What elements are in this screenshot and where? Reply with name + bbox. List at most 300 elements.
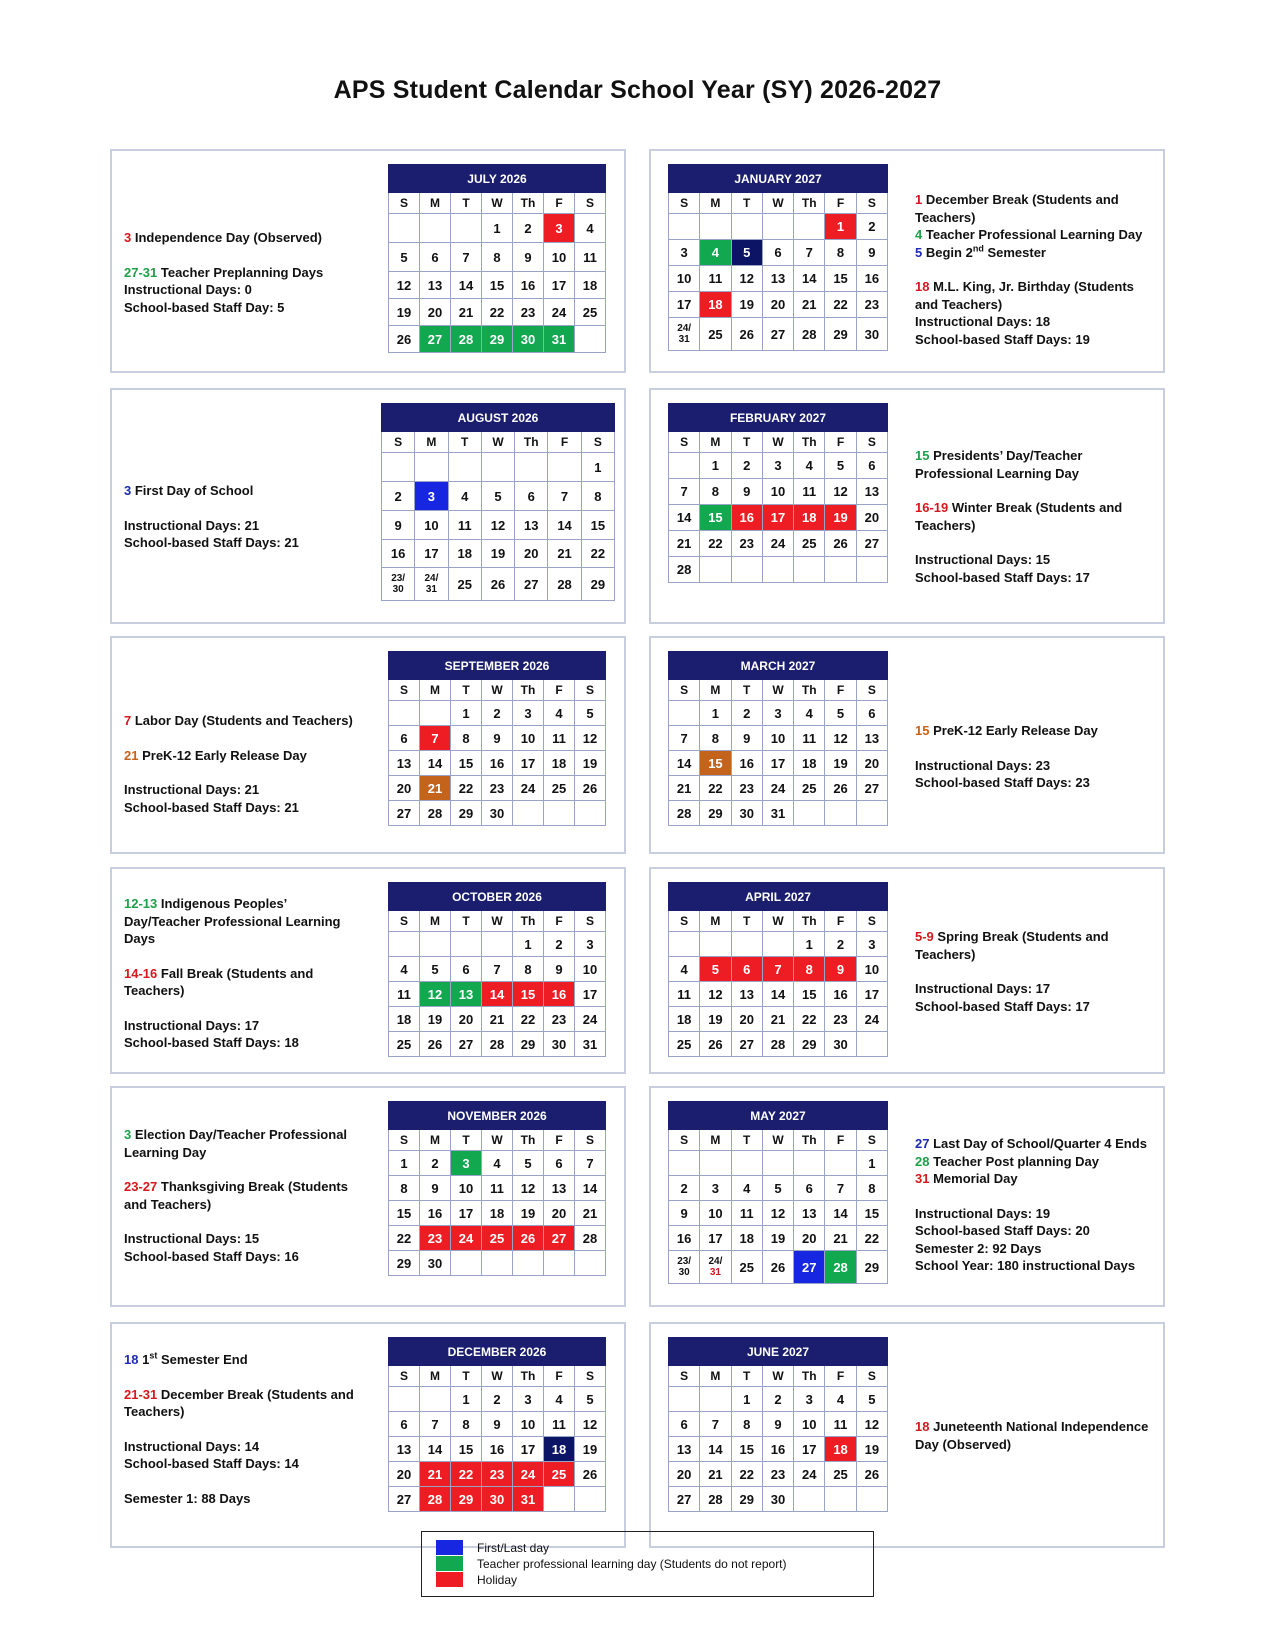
- empty-day-cell: [415, 453, 448, 482]
- weekday-label: T: [731, 193, 762, 214]
- day-cell: 27: [420, 326, 451, 353]
- note-line: [915, 331, 1151, 349]
- day-cell: 2: [544, 932, 575, 957]
- month-notes: [124, 895, 354, 1052]
- note-text: School-based Staff Days: 23: [915, 775, 1090, 790]
- day-cell: 31: [544, 326, 575, 353]
- day-cell: 1: [581, 453, 614, 482]
- note-line: [915, 980, 1151, 998]
- day-cell: 19: [731, 292, 762, 318]
- day-cell: 9: [762, 1412, 793, 1437]
- day-cell: 25: [794, 776, 825, 801]
- day-cell: 28: [548, 568, 581, 601]
- day-cell: 21: [669, 531, 700, 557]
- day-cell: 31: [762, 801, 793, 826]
- weekday-label: T: [451, 1130, 482, 1151]
- day-cell: 14: [794, 266, 825, 292]
- weekday-label: M: [700, 1366, 731, 1387]
- day-cell: 24: [575, 1007, 606, 1032]
- note-line: [915, 928, 1151, 963]
- day-cell: 16: [482, 1437, 513, 1462]
- empty-day-cell: [825, 1151, 856, 1176]
- month-panel-jun: [649, 1322, 1165, 1548]
- day-cell: 8: [451, 726, 482, 751]
- day-cell: 9: [856, 240, 887, 266]
- note-text: Semester End: [157, 1352, 248, 1367]
- day-cell: 14: [669, 751, 700, 776]
- weekday-label: S: [856, 911, 887, 932]
- note-date: 16-19: [915, 500, 949, 515]
- day-cell: 5: [513, 1151, 544, 1176]
- day-cell: 19: [575, 751, 606, 776]
- day-cell: 15: [700, 751, 731, 776]
- weekday-label: M: [420, 680, 451, 701]
- month-calendar: [388, 1101, 606, 1276]
- month-panel-oct: [110, 867, 626, 1074]
- note-date: 27: [915, 1136, 930, 1151]
- weekday-label: S: [575, 911, 606, 932]
- day-cell: 6: [420, 243, 451, 272]
- weekday-label: S: [382, 432, 415, 453]
- note-line: [124, 1455, 354, 1473]
- day-cell: 26: [513, 1226, 544, 1251]
- day-cell: 1: [731, 1387, 762, 1412]
- weekday-label: S: [389, 680, 420, 701]
- day-cell: 26: [420, 1032, 451, 1057]
- day-cell: 24: [451, 1226, 482, 1251]
- day-cell: 18: [544, 751, 575, 776]
- day-cell: 28: [420, 1487, 451, 1512]
- day-cell: 29: [482, 326, 513, 353]
- day-cell: 10: [513, 726, 544, 751]
- note-text: Juneteenth National Independence Day (Observed): [915, 1419, 1149, 1452]
- note-line: [124, 712, 354, 730]
- day-cell: 2: [513, 214, 544, 243]
- note-text: Election Day/Teacher Professional Learning Day: [124, 1127, 348, 1160]
- day-cell: 7: [420, 726, 451, 751]
- weekday-label: Th: [794, 1366, 825, 1387]
- weekday-label: Th: [513, 1366, 544, 1387]
- day-cell: 5: [825, 701, 856, 726]
- day-cell: 22: [451, 776, 482, 801]
- day-cell: 19: [513, 1201, 544, 1226]
- day-cell: 17: [451, 1201, 482, 1226]
- day-cell: 21: [575, 1201, 606, 1226]
- day-cell: 13: [731, 982, 762, 1007]
- day-cell: 28: [420, 801, 451, 826]
- day-cell: 20: [856, 505, 887, 531]
- day-cell: 5: [700, 957, 731, 982]
- day-cell: 9: [731, 726, 762, 751]
- day-cell: 10: [451, 1176, 482, 1201]
- day-cell: 4: [825, 1387, 856, 1412]
- day-cell: 17: [575, 982, 606, 1007]
- day-cell: 27: [794, 1251, 825, 1284]
- note-text: Instructional Days: 15: [124, 1231, 260, 1246]
- empty-day-cell: [448, 453, 481, 482]
- day-cell: 29: [700, 801, 731, 826]
- day-cell: 4: [448, 482, 481, 511]
- day-cell: 18: [700, 292, 731, 318]
- note-line: [124, 229, 354, 247]
- empty-day-cell: [382, 453, 415, 482]
- weekday-label: F: [544, 911, 575, 932]
- day-cell: 11: [482, 1176, 513, 1201]
- day-cell: 22: [581, 540, 614, 568]
- day-cell: 1: [794, 932, 825, 957]
- day-cell: 25: [700, 318, 731, 351]
- day-cell: 19: [481, 540, 514, 568]
- weekday-label: W: [762, 680, 793, 701]
- month-calendar: [668, 403, 888, 583]
- empty-day-cell: [575, 801, 606, 826]
- day-cell: 6: [856, 701, 887, 726]
- day-cell: 10: [513, 1412, 544, 1437]
- empty-day-cell: [856, 1032, 887, 1057]
- day-cell: 3: [575, 932, 606, 957]
- weekday-label: F: [544, 193, 575, 214]
- day-cell: 3: [513, 701, 544, 726]
- day-cell: 15: [825, 266, 856, 292]
- day-cell: 19: [575, 1437, 606, 1462]
- weekday-label: S: [669, 911, 700, 932]
- note-date: 5-9: [915, 929, 934, 944]
- day-cell: 8: [482, 243, 513, 272]
- day-cell: 26: [825, 531, 856, 557]
- empty-day-cell: [856, 1487, 887, 1512]
- day-cell: 12: [825, 726, 856, 751]
- day-cell: 9: [544, 957, 575, 982]
- note-text: Instructional Days: 14: [124, 1438, 260, 1454]
- empty-day-cell: [669, 1151, 700, 1176]
- day-cell: 12: [825, 479, 856, 505]
- month-panel-aug: [110, 388, 626, 624]
- day-cell: 9: [669, 1201, 700, 1226]
- day-cell: 20: [544, 1201, 575, 1226]
- day-cell: 24/ 31: [700, 1251, 731, 1284]
- legend-label: Teacher professional learning day (Students do not report): [477, 1556, 787, 1571]
- note-line: [915, 1135, 1151, 1153]
- empty-day-cell: [825, 557, 856, 583]
- note-line: [124, 895, 354, 948]
- day-cell: 10: [794, 1412, 825, 1437]
- day-cell: 18: [544, 1437, 575, 1462]
- note-date: 5: [915, 244, 923, 260]
- month-panel-jan: [649, 149, 1165, 373]
- note-text: School-based Staff Days: 17: [915, 569, 1090, 585]
- day-cell: 6: [731, 957, 762, 982]
- day-cell: 9: [420, 1176, 451, 1201]
- day-cell: 11: [825, 1412, 856, 1437]
- note-text: School-based Staff Days: 17: [915, 998, 1090, 1014]
- day-cell: 16: [420, 1201, 451, 1226]
- day-cell: 25: [669, 1032, 700, 1057]
- day-cell: 16: [731, 751, 762, 776]
- weekday-label: S: [389, 1130, 420, 1151]
- day-cell: 17: [794, 1437, 825, 1462]
- day-cell: 4: [575, 214, 606, 243]
- month-calendar: [668, 882, 888, 1057]
- note-date: 15: [915, 723, 930, 738]
- empty-day-cell: [451, 1251, 482, 1276]
- day-cell: 26: [575, 776, 606, 801]
- empty-day-cell: [731, 1151, 762, 1176]
- day-cell: 22: [731, 1462, 762, 1487]
- weekday-label: W: [482, 193, 513, 214]
- empty-day-cell: [575, 326, 606, 353]
- day-cell: 14: [482, 982, 513, 1007]
- day-cell: 30: [482, 801, 513, 826]
- day-cell: 25: [825, 1462, 856, 1487]
- day-cell: 19: [825, 751, 856, 776]
- day-cell: 15: [451, 751, 482, 776]
- day-cell: 12: [575, 726, 606, 751]
- day-cell: 13: [856, 726, 887, 751]
- day-cell: 7: [420, 1412, 451, 1437]
- month-title: APRIL 2027: [669, 883, 888, 911]
- note-line: [915, 1170, 1151, 1188]
- note-line: [124, 747, 354, 765]
- day-cell: 22: [700, 531, 731, 557]
- weekday-label: Th: [794, 1130, 825, 1151]
- month-calendar: [388, 882, 606, 1057]
- empty-day-cell: [575, 1251, 606, 1276]
- day-cell: 8: [794, 957, 825, 982]
- day-cell: 23: [420, 1226, 451, 1251]
- empty-day-cell: [700, 1387, 731, 1412]
- day-cell: 21: [451, 299, 482, 326]
- day-cell: 14: [451, 272, 482, 299]
- legend-label: First/Last day: [477, 1540, 550, 1555]
- day-cell: 7: [669, 479, 700, 505]
- empty-day-cell: [669, 214, 700, 240]
- note-text: PreK-12 Early Release Day: [142, 747, 307, 763]
- empty-day-cell: [389, 701, 420, 726]
- note-line: [124, 517, 354, 535]
- note-line: [124, 799, 354, 817]
- empty-day-cell: [762, 557, 793, 583]
- day-cell: 22: [794, 1007, 825, 1032]
- note-date: 31: [915, 1171, 930, 1186]
- day-cell: 16: [762, 1437, 793, 1462]
- day-cell: 20: [389, 1462, 420, 1487]
- note-text: School-based Staff Days: 14: [124, 1456, 299, 1471]
- month-calendar: [668, 651, 888, 826]
- note-text: Last Day of School/Quarter 4 Ends: [933, 1136, 1147, 1151]
- day-cell: 19: [700, 1007, 731, 1032]
- day-cell: 5: [856, 1387, 887, 1412]
- day-cell: 16: [482, 751, 513, 776]
- note-text: Winter Break (Students and Teachers): [915, 500, 1123, 533]
- day-cell: 18: [389, 1007, 420, 1032]
- note-text: Teacher Post planning Day: [933, 1153, 1100, 1169]
- day-cell: 3: [856, 932, 887, 957]
- day-cell: 16: [669, 1226, 700, 1251]
- note-text: M.L. King, Jr. Birthday (Students and Teachers): [915, 279, 1134, 312]
- day-cell: 25: [544, 776, 575, 801]
- month-notes: [124, 482, 354, 552]
- day-cell: 20: [420, 299, 451, 326]
- month-notes: [915, 1135, 1151, 1275]
- day-cell: 14: [420, 751, 451, 776]
- legend-item-holiday: [436, 1572, 517, 1587]
- day-cell: 16: [382, 540, 415, 568]
- note-date: 18: [915, 279, 930, 294]
- day-cell: 30: [482, 1487, 513, 1512]
- note-date: 12-13: [124, 896, 158, 911]
- note-text: School-based Staff Days: 20: [915, 1223, 1090, 1238]
- day-cell: 27: [451, 1032, 482, 1057]
- day-cell: 19: [420, 1007, 451, 1032]
- month-title: DECEMBER 2026: [389, 1338, 606, 1366]
- day-cell: 29: [451, 1487, 482, 1512]
- day-cell: 17: [856, 982, 887, 1007]
- weekday-label: S: [669, 1130, 700, 1151]
- weekday-label: F: [544, 1130, 575, 1151]
- day-cell: 6: [451, 957, 482, 982]
- weekday-label: W: [482, 911, 513, 932]
- day-cell: 13: [669, 1437, 700, 1462]
- note-date: 3: [124, 483, 132, 498]
- day-cell: 8: [825, 240, 856, 266]
- day-cell: 18: [482, 1201, 513, 1226]
- month-notes: [124, 229, 354, 316]
- note-text: Spring Break (Students and Teachers): [915, 929, 1109, 962]
- weekday-label: S: [389, 911, 420, 932]
- day-cell: 24/ 31: [669, 318, 700, 351]
- note-line: [915, 1222, 1151, 1240]
- day-cell: 15: [451, 1437, 482, 1462]
- day-cell: 17: [669, 292, 700, 318]
- month-notes: [915, 191, 1151, 348]
- day-cell: 10: [415, 511, 448, 540]
- day-cell: 16: [544, 982, 575, 1007]
- note-text: Instructional Days: 18: [915, 314, 1051, 329]
- day-cell: 22: [451, 1462, 482, 1487]
- day-number: 31: [425, 584, 437, 595]
- note-text: Semester 1: 88 Days: [124, 1490, 251, 1506]
- day-cell: 10: [856, 957, 887, 982]
- note-line: [915, 722, 1151, 740]
- day-cell: 30: [825, 1032, 856, 1057]
- day-cell: 24: [762, 531, 793, 557]
- day-cell: 14: [825, 1201, 856, 1226]
- empty-day-cell: [825, 801, 856, 826]
- day-cell: 22: [856, 1226, 887, 1251]
- note-text: Presidents’ Day/Teacher Professional Learning Day: [915, 448, 1083, 481]
- weekday-label: S: [575, 193, 606, 214]
- note-text: Teacher Professional Learning Day: [925, 227, 1143, 242]
- note-line: [915, 551, 1151, 569]
- empty-day-cell: [825, 1487, 856, 1512]
- legend: [421, 1531, 874, 1597]
- day-cell: 3: [669, 240, 700, 266]
- weekday-label: S: [669, 432, 700, 453]
- day-cell: 27: [389, 801, 420, 826]
- weekday-label: M: [700, 680, 731, 701]
- day-cell: 2: [731, 701, 762, 726]
- note-date: 4: [915, 227, 923, 242]
- legend-item-teacher-pl: [436, 1556, 787, 1571]
- day-cell: 18: [794, 751, 825, 776]
- month-calendar: [388, 164, 606, 353]
- note-text: Instructional Days: 15: [915, 552, 1051, 567]
- day-cell: 30: [731, 801, 762, 826]
- note-line: [124, 534, 354, 552]
- legend-item-first-last: [436, 1540, 549, 1555]
- day-cell: 29: [581, 568, 614, 601]
- month-panel-dec: [110, 1322, 626, 1548]
- day-cell: 29: [513, 1032, 544, 1057]
- weekday-label: Th: [513, 911, 544, 932]
- day-cell: 4: [389, 957, 420, 982]
- day-cell: 20: [451, 1007, 482, 1032]
- weekday-label: T: [731, 1130, 762, 1151]
- note-date: 27-31: [124, 264, 158, 280]
- day-cell: 29: [451, 801, 482, 826]
- day-cell: 13: [451, 982, 482, 1007]
- day-cell: 5: [420, 957, 451, 982]
- day-cell: 28: [669, 801, 700, 826]
- day-cell: 4: [669, 957, 700, 982]
- month-title: NOVEMBER 2026: [389, 1102, 606, 1130]
- weekday-label: M: [420, 911, 451, 932]
- note-text: School-based Staff Days: 19: [915, 331, 1090, 347]
- legend-swatch-holiday: [436, 1572, 463, 1587]
- day-cell: 12: [731, 266, 762, 292]
- day-cell: 23: [482, 776, 513, 801]
- day-cell: 7: [794, 240, 825, 266]
- day-cell: 4: [731, 1176, 762, 1201]
- day-cell: 3: [415, 482, 448, 511]
- day-cell: 18: [669, 1007, 700, 1032]
- day-cell: 6: [794, 1176, 825, 1201]
- weekday-label: S: [856, 1130, 887, 1151]
- note-line: [124, 1490, 354, 1508]
- weekday-label: M: [700, 1130, 731, 1151]
- note-line: [915, 191, 1151, 226]
- empty-day-cell: [762, 214, 793, 240]
- note-line: [915, 278, 1151, 313]
- day-cell: 28: [794, 318, 825, 351]
- day-cell: 19: [856, 1437, 887, 1462]
- month-calendar: [668, 1337, 888, 1512]
- day-cell: 23: [731, 776, 762, 801]
- empty-day-cell: [794, 214, 825, 240]
- note-date: 7: [124, 713, 132, 728]
- empty-day-cell: [482, 932, 513, 957]
- month-notes: [124, 1351, 354, 1507]
- note-date: 21: [124, 747, 139, 763]
- month-notes: [915, 722, 1151, 792]
- weekday-label: W: [482, 1366, 513, 1387]
- day-cell: 11: [794, 726, 825, 751]
- note-line: [915, 499, 1151, 534]
- note-date: 1: [915, 192, 923, 207]
- day-cell: 11: [544, 1412, 575, 1437]
- day-cell: 17: [762, 505, 793, 531]
- day-cell: 21: [762, 1007, 793, 1032]
- day-cell: 26: [825, 776, 856, 801]
- month-panel-apr: [649, 867, 1165, 1074]
- day-cell: 9: [825, 957, 856, 982]
- note-text: Begin 2: [925, 244, 973, 260]
- day-cell: 20: [669, 1462, 700, 1487]
- day-cell: 24/ 31: [415, 568, 448, 601]
- day-cell: 27: [856, 531, 887, 557]
- weekday-label: S: [669, 680, 700, 701]
- empty-day-cell: [513, 1251, 544, 1276]
